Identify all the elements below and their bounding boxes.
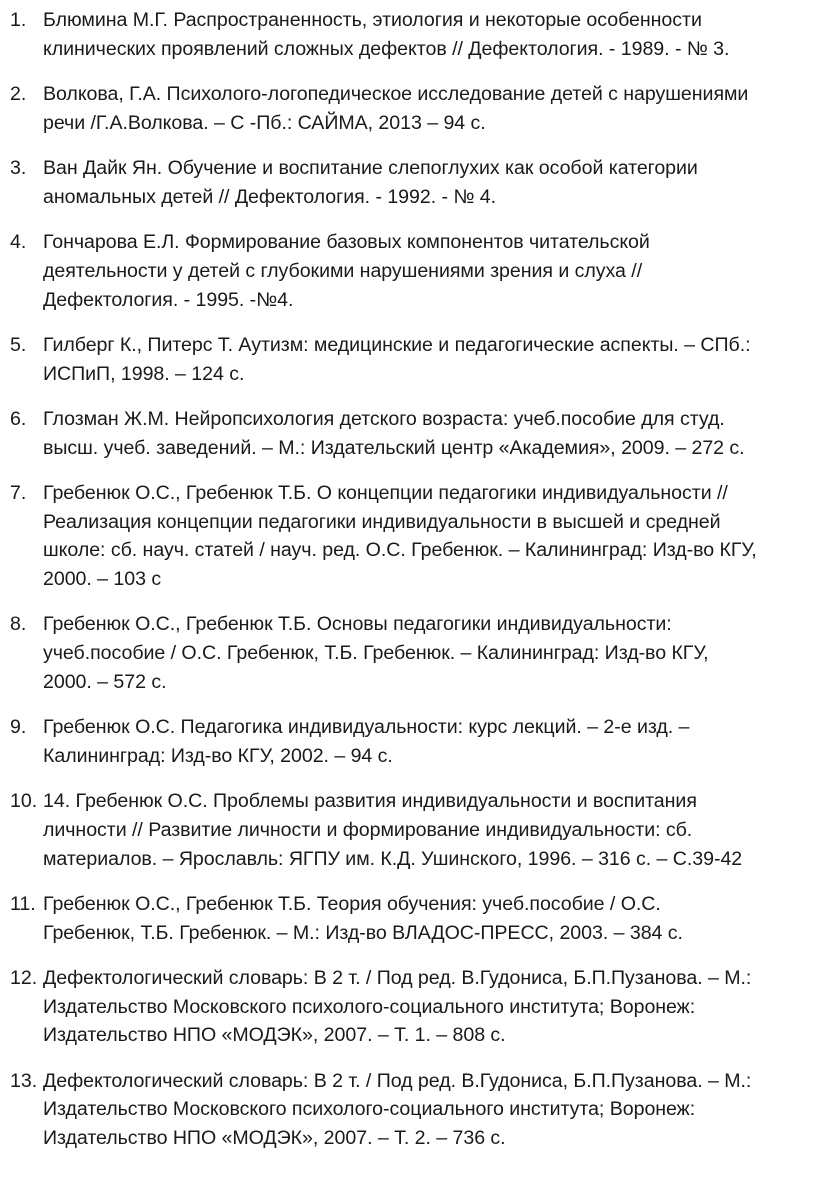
- reference-text-line: материалов. – Ярославль: ЯГПУ им. К.Д. Ушинского, 1996. – 316 с. – С.39-42: [43, 847, 743, 870]
- reference-number: 13.: [10, 1069, 38, 1092]
- reference-number: 9.: [10, 716, 27, 739]
- reference-item: [0, 964, 816, 1050]
- reference-text-line: Дефектология. - 1995. -№4.: [43, 288, 294, 311]
- reference-text-line: Гребенюк О.С. Педагогика индивидуальности: курс лекций. – 2-е изд. –: [43, 716, 690, 739]
- reference-item: [0, 479, 816, 594]
- reference-item: [0, 713, 816, 771]
- reference-item: [0, 80, 816, 138]
- reference-text-line: Ван Дайк Ян. Обучение и воспитание слепоглухих как особой категории: [43, 156, 698, 179]
- reference-number: 2.: [10, 82, 27, 105]
- reference-text-line: клинических проявлений сложных дефектов // Дефектология. - 1989. - № 3.: [43, 37, 730, 60]
- reference-number: 11.: [10, 892, 36, 915]
- reference-text-line: школе: сб. науч. статей / науч. ред. О.С. Гребенюк. – Калининград: Изд-во КГУ,: [43, 539, 757, 562]
- reference-item: [0, 154, 816, 212]
- reference-number: 12.: [10, 966, 38, 989]
- reference-item: [0, 228, 816, 314]
- reference-text-line: Издательство Московского психолого-социального института; Воронеж:: [43, 995, 696, 1018]
- reference-item: [0, 787, 816, 873]
- reference-text-line: Гребенюк О.С., Гребенюк Т.Б. Теория обучения: учеб.пособие / О.С.: [43, 892, 661, 915]
- reference-item: [0, 405, 816, 463]
- reference-text-line: Дефектологический словарь: В 2 т. / Под ред. В.Гудониса, Б.П.Пузанова. – М.:: [43, 1069, 752, 1092]
- reference-text-line: Гребенюк О.С., Гребенюк Т.Б. Основы педагогики индивидуальности:: [43, 613, 672, 636]
- reference-text-line: Издательство Московского психолого-социального института; Воронеж:: [43, 1098, 696, 1121]
- reference-number: 1.: [10, 9, 27, 31]
- reference-number: 5.: [10, 333, 27, 356]
- reference-text-line: учеб.пособие / О.С. Гребенюк, Т.Б. Гребенюк. – Калининград: Изд-во КГУ,: [43, 642, 709, 665]
- reference-text-line: Блюмина М.Г. Распространенность, этиология и некоторые особенности: [43, 9, 702, 31]
- reference-text-line: 14. Гребенюк О.С. Проблемы развития индивидуальности и воспитания: [43, 790, 697, 813]
- reference-text-line: Издательство НПО «МОДЭК», 2007. – Т. 2. – 736 с.: [43, 1127, 506, 1150]
- reference-text-line: аномальных детей // Дефектология. - 1992. - № 4.: [43, 185, 496, 208]
- reference-text-line: личности // Развитие личности и формирование индивидуальности: сб.: [43, 818, 693, 841]
- reference-text-line: Гончарова Е.Л. Формирование базовых компонентов читательской: [43, 230, 650, 253]
- reference-text-line: 2000. – 572 с.: [43, 670, 167, 693]
- reference-item: [0, 331, 816, 389]
- reference-text-line: Издательство НПО «МОДЭК», 2007. – Т. 1. – 808 с.: [43, 1024, 506, 1047]
- reference-text-line: Реализация концепции педагогики индивидуальности в высшей и средней: [43, 510, 721, 533]
- reference-number: 8.: [10, 613, 27, 636]
- reference-number: 6.: [10, 407, 27, 430]
- reference-item: [0, 610, 816, 696]
- reference-text-line: Калининград: Изд-во КГУ, 2002. – 94 с.: [43, 744, 393, 767]
- reference-text-line: Гилберг К., Питерс Т. Аутизм: медицинские и педагогические аспекты. – СПб.:: [43, 333, 751, 356]
- reference-number: 4.: [10, 230, 27, 253]
- reference-text-line: Дефектологический словарь: В 2 т. / Под ред. В.Гудониса, Б.П.Пузанова. – М.:: [43, 966, 752, 989]
- reference-item: [0, 1067, 816, 1153]
- reference-text-line: речи /Г.А.Волкова. – С -Пб.: САЙМА, 2013 – 94 с.: [43, 111, 486, 134]
- reference-item: [0, 890, 816, 948]
- reference-text-line: ИСПиП, 1998. – 124 с.: [43, 362, 245, 385]
- reference-number: 3.: [10, 156, 27, 179]
- reference-text-line: Гребенюк, Т.Б. Гребенюк. – М.: Изд-во ВЛАДОС-ПРЕСС, 2003. – 384 с.: [43, 921, 683, 944]
- reference-text-line: высш. учеб. заведений. – М.: Издательский центр «Академия», 2009. – 272 с.: [43, 436, 745, 459]
- reference-text-line: деятельности у детей с глубокими нарушениями зрения и слуха //: [43, 259, 643, 282]
- reference-number: 7.: [10, 481, 27, 504]
- reference-number: 10.: [10, 790, 38, 813]
- reference-text-line: Глозман Ж.М. Нейропсихология детского возраста: учеб.пособие для студ.: [43, 407, 725, 430]
- reference-text-line: Гребенюк О.С., Гребенюк Т.Б. О концепции педагогики индивидуальности //: [43, 481, 728, 504]
- reference-list: [0, 6, 816, 1169]
- reference-text-line: Волкова, Г.А. Психолого-логопедическое исследование детей с нарушениями: [43, 82, 749, 105]
- reference-item: [0, 6, 816, 64]
- reference-text-line: 2000. – 103 с: [43, 568, 162, 591]
